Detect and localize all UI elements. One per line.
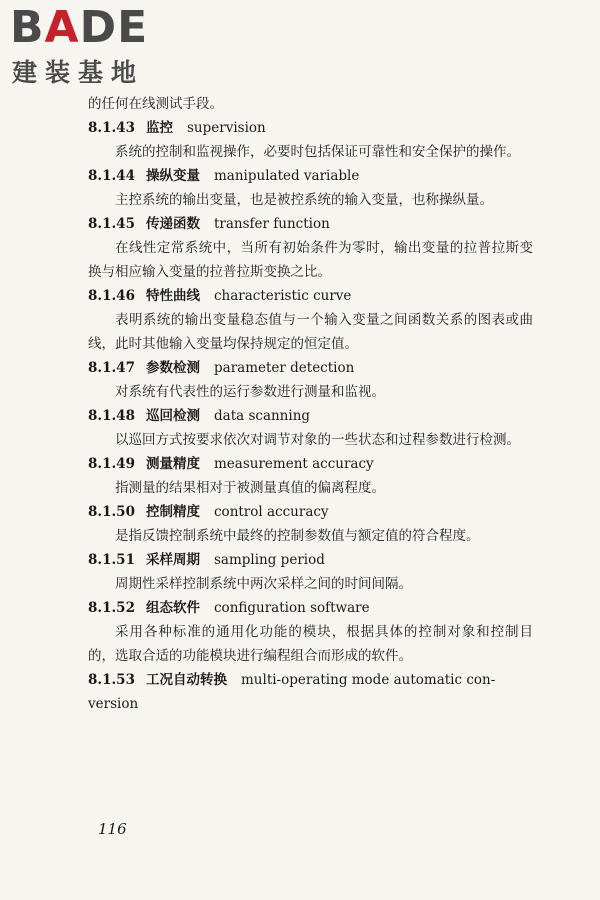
term-definition: 是指反馈控制系统中最终的控制参数值与额定值的符合程度。	[115, 528, 480, 544]
term-number: 8.1.53	[88, 672, 135, 688]
term-definition: 采用各种标准的通用化功能的模块，根据具体的控制对象和控制目的，选取合适的功能模块进行编程组合而形成的软件。	[88, 624, 533, 664]
term-chinese: 监控	[146, 120, 173, 136]
term-english: data scanning	[214, 408, 311, 424]
term-heading	[88, 452, 533, 476]
term-heading	[88, 164, 533, 188]
term-heading	[88, 212, 533, 236]
term-heading	[88, 356, 533, 380]
term-heading-last	[88, 668, 533, 692]
term-number: 8.1.45	[88, 216, 135, 232]
term-english: supervision	[187, 120, 266, 136]
term-definition: 周期性采样控制系统中两次采样之间的时间间隔。	[115, 576, 412, 592]
term-definition: 以巡回方式按要求依次对调节对象的一些状态和过程参数进行检测。	[115, 432, 520, 448]
term-english: configuration software	[214, 600, 370, 616]
term-chinese: 工况自动转换	[146, 672, 227, 688]
term-number: 8.1.47	[88, 360, 135, 376]
term-english: measurement accuracy	[214, 456, 374, 472]
page-number: 116	[98, 820, 127, 838]
logo-wordmark	[10, 4, 148, 52]
term-chinese: 采样周期	[146, 552, 200, 568]
term-heading	[88, 404, 533, 428]
logo-letter-b: B	[10, 2, 45, 53]
term-english: transfer function	[214, 216, 330, 232]
term-heading	[88, 284, 533, 308]
term-number: 8.1.48	[88, 408, 135, 424]
bade-logo	[10, 4, 180, 88]
term-english: sampling period	[214, 552, 325, 568]
logo-letter-a: A	[44, 2, 80, 53]
term-number: 8.1.49	[88, 456, 135, 472]
term-heading	[88, 548, 533, 572]
term-english: multi-operating mode automatic con-	[241, 672, 496, 688]
term-chinese: 操纵变量	[146, 168, 200, 184]
lead-line: 的任何在线测试手段。	[88, 96, 223, 112]
term-number: 8.1.44	[88, 168, 135, 184]
term-chinese: 巡回检测	[146, 408, 200, 424]
term-english: parameter detection	[214, 360, 355, 376]
term-heading	[88, 500, 533, 524]
term-number: 8.1.50	[88, 504, 135, 520]
term-definition: 指测量的结果相对于被测量真值的偏离程度。	[115, 480, 385, 496]
term-english: control accuracy	[214, 504, 329, 520]
term-chinese: 控制精度	[146, 504, 200, 520]
term-number: 8.1.46	[88, 288, 135, 304]
term-chinese: 传递函数	[146, 216, 200, 232]
term-heading	[88, 596, 533, 620]
term-english-continuation: version	[88, 696, 139, 712]
term-english: manipulated variable	[214, 168, 360, 184]
term-english: characteristic curve	[214, 288, 352, 304]
term-heading	[88, 116, 533, 140]
term-chinese: 组态软件	[146, 600, 200, 616]
term-chinese: 测量精度	[146, 456, 200, 472]
term-definition: 表明系统的输出变量稳态值与一个输入变量之间函数关系的图表或曲线，此时其他输入变量均保持规定的恒定值。	[88, 312, 533, 352]
logo-subtitle: 建装基地	[12, 58, 145, 87]
term-definition: 主控系统的输出变量，也是被控系统的输入变量，也称操纵量。	[115, 192, 493, 208]
logo-letters-de: DE	[79, 2, 149, 53]
term-definition: 在线性定常系统中，当所有初始条件为零时，输出变量的拉普拉斯变换与相应输入变量的拉普拉斯变换之比。	[88, 240, 533, 280]
page-content	[88, 92, 533, 716]
term-chinese: 特性曲线	[146, 288, 200, 304]
term-definition: 对系统有代表性的运行参数进行测量和监视。	[115, 384, 385, 400]
term-number: 8.1.51	[88, 552, 135, 568]
term-number: 8.1.43	[88, 120, 135, 136]
term-definition: 系统的控制和监视操作，必要时包括保证可靠性和安全保护的操作。	[115, 144, 520, 160]
term-number: 8.1.52	[88, 600, 135, 616]
term-list	[88, 116, 533, 668]
term-chinese: 参数检测	[146, 360, 200, 376]
